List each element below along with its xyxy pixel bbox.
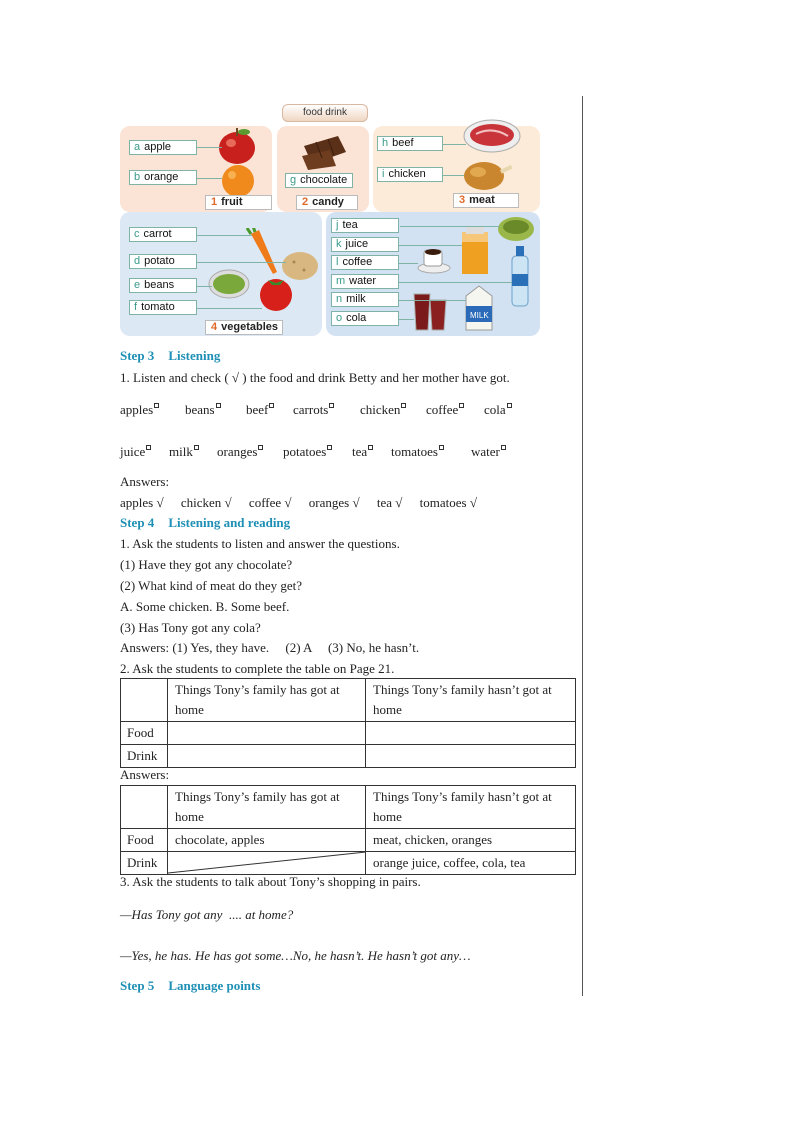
check-item: beef bbox=[246, 402, 274, 418]
table-cell: meat, chicken, oranges bbox=[366, 829, 576, 852]
answer-item: tomatoes √ bbox=[419, 495, 477, 510]
checkbox-icon bbox=[401, 403, 406, 408]
food-drink-illustration bbox=[120, 104, 540, 336]
step4-line: (1) Have they got any chocolate? bbox=[120, 557, 293, 572]
answer-item: apples √ bbox=[120, 495, 164, 510]
beef-image bbox=[462, 116, 522, 154]
check-item: tea bbox=[352, 444, 373, 460]
chocolate-image bbox=[300, 132, 348, 172]
chicken-image bbox=[458, 152, 514, 194]
step4-line: (2) What kind of meat do they get? bbox=[120, 578, 303, 593]
row-label: Food bbox=[121, 722, 168, 745]
milk-carton-label: MILK bbox=[470, 311, 489, 320]
checkbox-icon bbox=[216, 403, 221, 408]
check-item: coffee bbox=[426, 402, 464, 418]
table-cell: chocolate, apples bbox=[168, 829, 366, 852]
tag-beans: e beans bbox=[129, 278, 197, 293]
dialog-question: —Has Tony got any .... at home? bbox=[120, 907, 294, 922]
blank-table bbox=[120, 678, 576, 768]
checkbox-icon bbox=[459, 403, 464, 408]
cola-image bbox=[410, 288, 452, 332]
checkbox-icon bbox=[194, 445, 199, 450]
check-item: tomatoes bbox=[391, 444, 444, 460]
tag-tea: j tea bbox=[331, 218, 399, 233]
row-label: Food bbox=[121, 829, 168, 852]
check-item: beans bbox=[185, 402, 221, 418]
check-item: potatoes bbox=[283, 444, 332, 460]
apple-image bbox=[216, 126, 258, 166]
answer-table bbox=[120, 785, 576, 875]
table-header: Things Tony’s family hasn’t got at home bbox=[366, 679, 576, 722]
diagonal-cell bbox=[168, 852, 366, 875]
checkbox-icon bbox=[507, 403, 512, 408]
tomato-image bbox=[256, 274, 296, 312]
step4-line: (3) Has Tony got any cola? bbox=[120, 620, 261, 635]
checkbox-icon bbox=[269, 403, 274, 408]
tag-tomato: f tomato bbox=[129, 300, 197, 315]
coffee-image bbox=[416, 244, 452, 274]
check-item: juice bbox=[120, 444, 151, 460]
checkbox-icon bbox=[439, 445, 444, 450]
tag-water: m water bbox=[331, 274, 399, 289]
table-header: Things Tony’s family has got at home bbox=[168, 679, 366, 722]
check-item: oranges bbox=[217, 444, 263, 460]
table-cell: orange juice, coffee, cola, tea bbox=[366, 852, 576, 875]
tag-cola: o cola bbox=[331, 311, 399, 326]
answer-item: oranges √ bbox=[308, 495, 360, 510]
step3-instruction: 1. Listen and check ( √ ) the food and drink Betty and her mother have got. bbox=[120, 370, 510, 385]
milk-image bbox=[462, 284, 496, 332]
tag-beef: h beef bbox=[377, 136, 443, 151]
checkbox-icon bbox=[368, 445, 373, 450]
step5-heading: Step 5 Language points bbox=[120, 978, 261, 993]
check-item: apples bbox=[120, 402, 159, 418]
tag-coffee: l coffee bbox=[331, 255, 399, 270]
step4-answers-label: Answers: bbox=[120, 767, 170, 782]
tea-connector bbox=[400, 226, 500, 227]
step3-heading: Step 3 Listening bbox=[120, 348, 221, 363]
food-drink-banner: food drink bbox=[282, 104, 368, 122]
check-item: cola bbox=[484, 402, 512, 418]
diagonal-line-icon bbox=[168, 852, 366, 874]
step4-line3: 3. Ask the students to talk about Tony’s shopping in pairs. bbox=[120, 874, 421, 889]
tag-carrot: c carrot bbox=[129, 227, 197, 242]
tomato-connector bbox=[192, 308, 262, 309]
water-image bbox=[508, 246, 532, 308]
check-item: water bbox=[471, 444, 506, 460]
check-item: milk bbox=[169, 444, 199, 460]
table-cell[interactable] bbox=[366, 722, 576, 745]
table-cell bbox=[121, 679, 168, 722]
margin-rule bbox=[582, 96, 583, 996]
category-vegetables: 4 vegetables bbox=[205, 320, 283, 335]
checkbox-icon bbox=[501, 445, 506, 450]
step4-line: 2. Ask the students to complete the table on Page 21. bbox=[120, 661, 395, 676]
carrot-connector bbox=[196, 235, 252, 236]
tag-orange: b orange bbox=[129, 170, 197, 185]
step4-heading: Step 4 Listening and reading bbox=[120, 515, 291, 530]
step4-line: A. Some chicken. B. Some beef. bbox=[120, 599, 290, 614]
table-cell[interactable] bbox=[366, 745, 576, 768]
row-label: Drink bbox=[121, 745, 168, 768]
orange-image bbox=[218, 164, 258, 198]
check-item: chicken bbox=[360, 402, 406, 418]
beans-image bbox=[208, 268, 250, 300]
checkbox-icon bbox=[146, 445, 151, 450]
tag-chocolate: g chocolate bbox=[285, 173, 353, 188]
checkbox-icon bbox=[327, 445, 332, 450]
table-cell[interactable] bbox=[168, 722, 366, 745]
water-connector bbox=[382, 282, 512, 283]
potato-connector bbox=[188, 262, 286, 263]
juice-image bbox=[458, 226, 492, 276]
tag-chicken: i chicken bbox=[377, 167, 443, 182]
step3-answers bbox=[120, 495, 491, 511]
check-item: carrots bbox=[293, 402, 334, 418]
tea-image bbox=[496, 214, 536, 244]
answer-item: tea √ bbox=[376, 495, 403, 510]
step4-line: 1. Ask the students to listen and answer the questions. bbox=[120, 536, 400, 551]
table-header: Things Tony’s family hasn’t got at home bbox=[366, 786, 576, 829]
category-meat: 3 meat bbox=[453, 193, 519, 208]
row-label: Drink bbox=[121, 852, 168, 875]
tag-potato: d potato bbox=[129, 254, 197, 269]
table-cell[interactable] bbox=[168, 745, 366, 768]
tag-juice: k juice bbox=[331, 237, 399, 252]
tag-apple: a apple bbox=[129, 140, 197, 155]
checkbox-icon bbox=[329, 403, 334, 408]
category-candy: 2 candy bbox=[296, 195, 358, 210]
step3-answers-label: Answers: bbox=[120, 474, 170, 489]
step4-answers: Answers: (1) Yes, they have. (2) A (3) No, he hasn’t. bbox=[120, 640, 420, 655]
dialog-answer: —Yes, he has. He has got some…No, he hasn’t. He hasn’t got any… bbox=[120, 948, 471, 963]
table-cell bbox=[121, 786, 168, 829]
answer-item: coffee √ bbox=[248, 495, 292, 510]
table-header: Things Tony’s family has got at home bbox=[168, 786, 366, 829]
checkbox-icon bbox=[258, 445, 263, 450]
checkbox-icon bbox=[154, 403, 159, 408]
category-fruit: 1 fruit bbox=[205, 195, 272, 210]
tag-milk: n milk bbox=[331, 292, 399, 307]
answer-item: chicken √ bbox=[180, 495, 232, 510]
